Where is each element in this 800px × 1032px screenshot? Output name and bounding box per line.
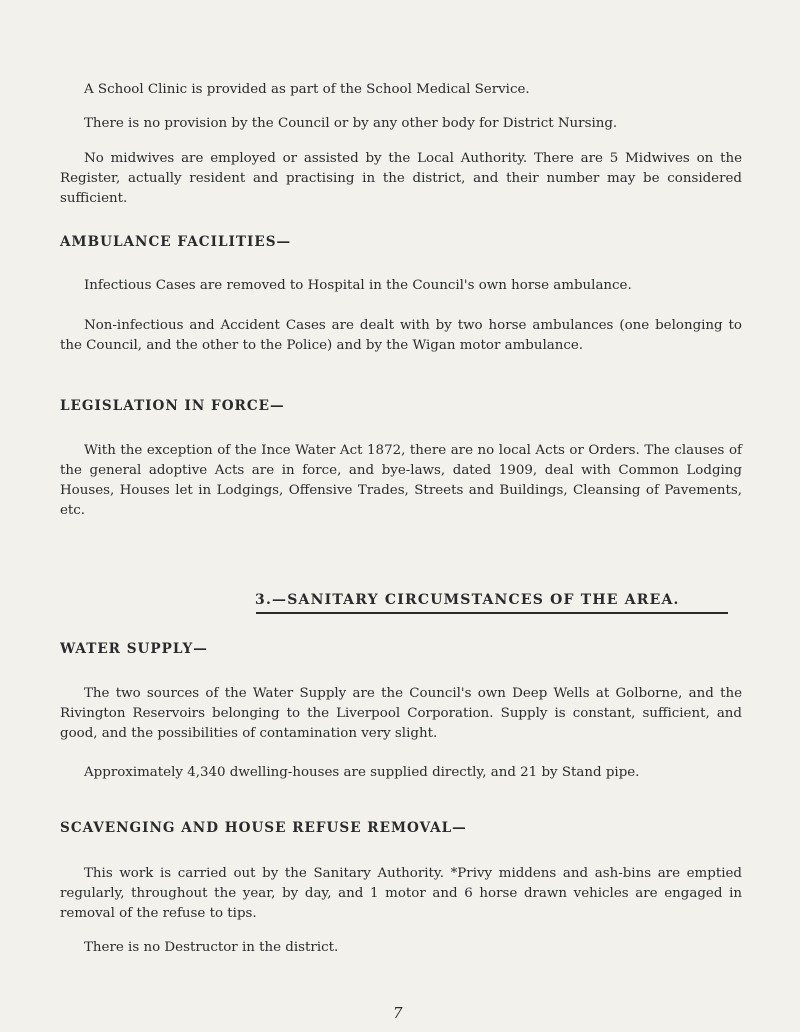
water-sources-paragraph: The two sources of the Water Supply are the Council's own Deep Wells at Golborne, and the Rivington Reservoirs belonging to the Liverpool Corporation. Supply is constant, sufficient, and good, and the possibilities of contamination very slight. <box>60 686 742 741</box>
section-title-underline <box>256 612 728 614</box>
legislation-heading: LEGISLATION IN FORCE— <box>60 398 285 414</box>
ambulance-heading: AMBULANCE FACILITIES— <box>60 234 292 250</box>
page-number: 7 <box>393 1004 403 1022</box>
water-houses-paragraph: Approximately 4,340 dwelling-houses are supplied directly, and 21 by Stand pipe. <box>84 765 640 780</box>
scavenging-paragraph: This work is carried out by the Sanitary Authority. *Privy middens and ash-bins are emptied regularly, throughout the year, by day, and 1 motor and 6 horse drawn vehicles are engaged in removal of the refuse to tips. <box>60 866 742 921</box>
nursing-paragraph: There is no provision by the Council or by any other body for District Nursing. <box>84 116 618 131</box>
legislation-paragraph: With the exception of the Ince Water Act 1872, there are no local Acts or Orders. The clauses of the general adoptive Acts are in force, and bye-laws, dated 1909, deal with Common Lodging Houses, Houses let in Lodgings, Offensive Trades, Streets and Buildings, Cleansing of Pavements, etc. <box>60 443 742 518</box>
midwives-paragraph: No midwives are employed or assisted by the Local Authority. There are 5 Midwives on the Register, actually resident and practising in the district, and their number may be considered sufficient. <box>60 151 742 206</box>
destructor-paragraph: There is no Destructor in the district. <box>84 940 339 955</box>
ambulance-non-infectious-paragraph: Non-infectious and Accident Cases are dealt with by two horse ambulances (one belonging to the Council, and the other to the Police) and by the Wigan motor ambulance. <box>60 318 742 353</box>
clinic-paragraph: A School Clinic is provided as part of the School Medical Service. <box>84 82 530 97</box>
section-title: 3.—SANITARY CIRCUMSTANCES OF THE AREA. <box>255 592 680 608</box>
ambulance-infectious-paragraph: Infectious Cases are removed to Hospital in the Council's own horse ambulance. <box>84 278 632 293</box>
scavenging-heading: SCAVENGING AND HOUSE REFUSE REMOVAL— <box>60 820 467 836</box>
water-supply-heading: WATER SUPPLY— <box>60 641 208 657</box>
